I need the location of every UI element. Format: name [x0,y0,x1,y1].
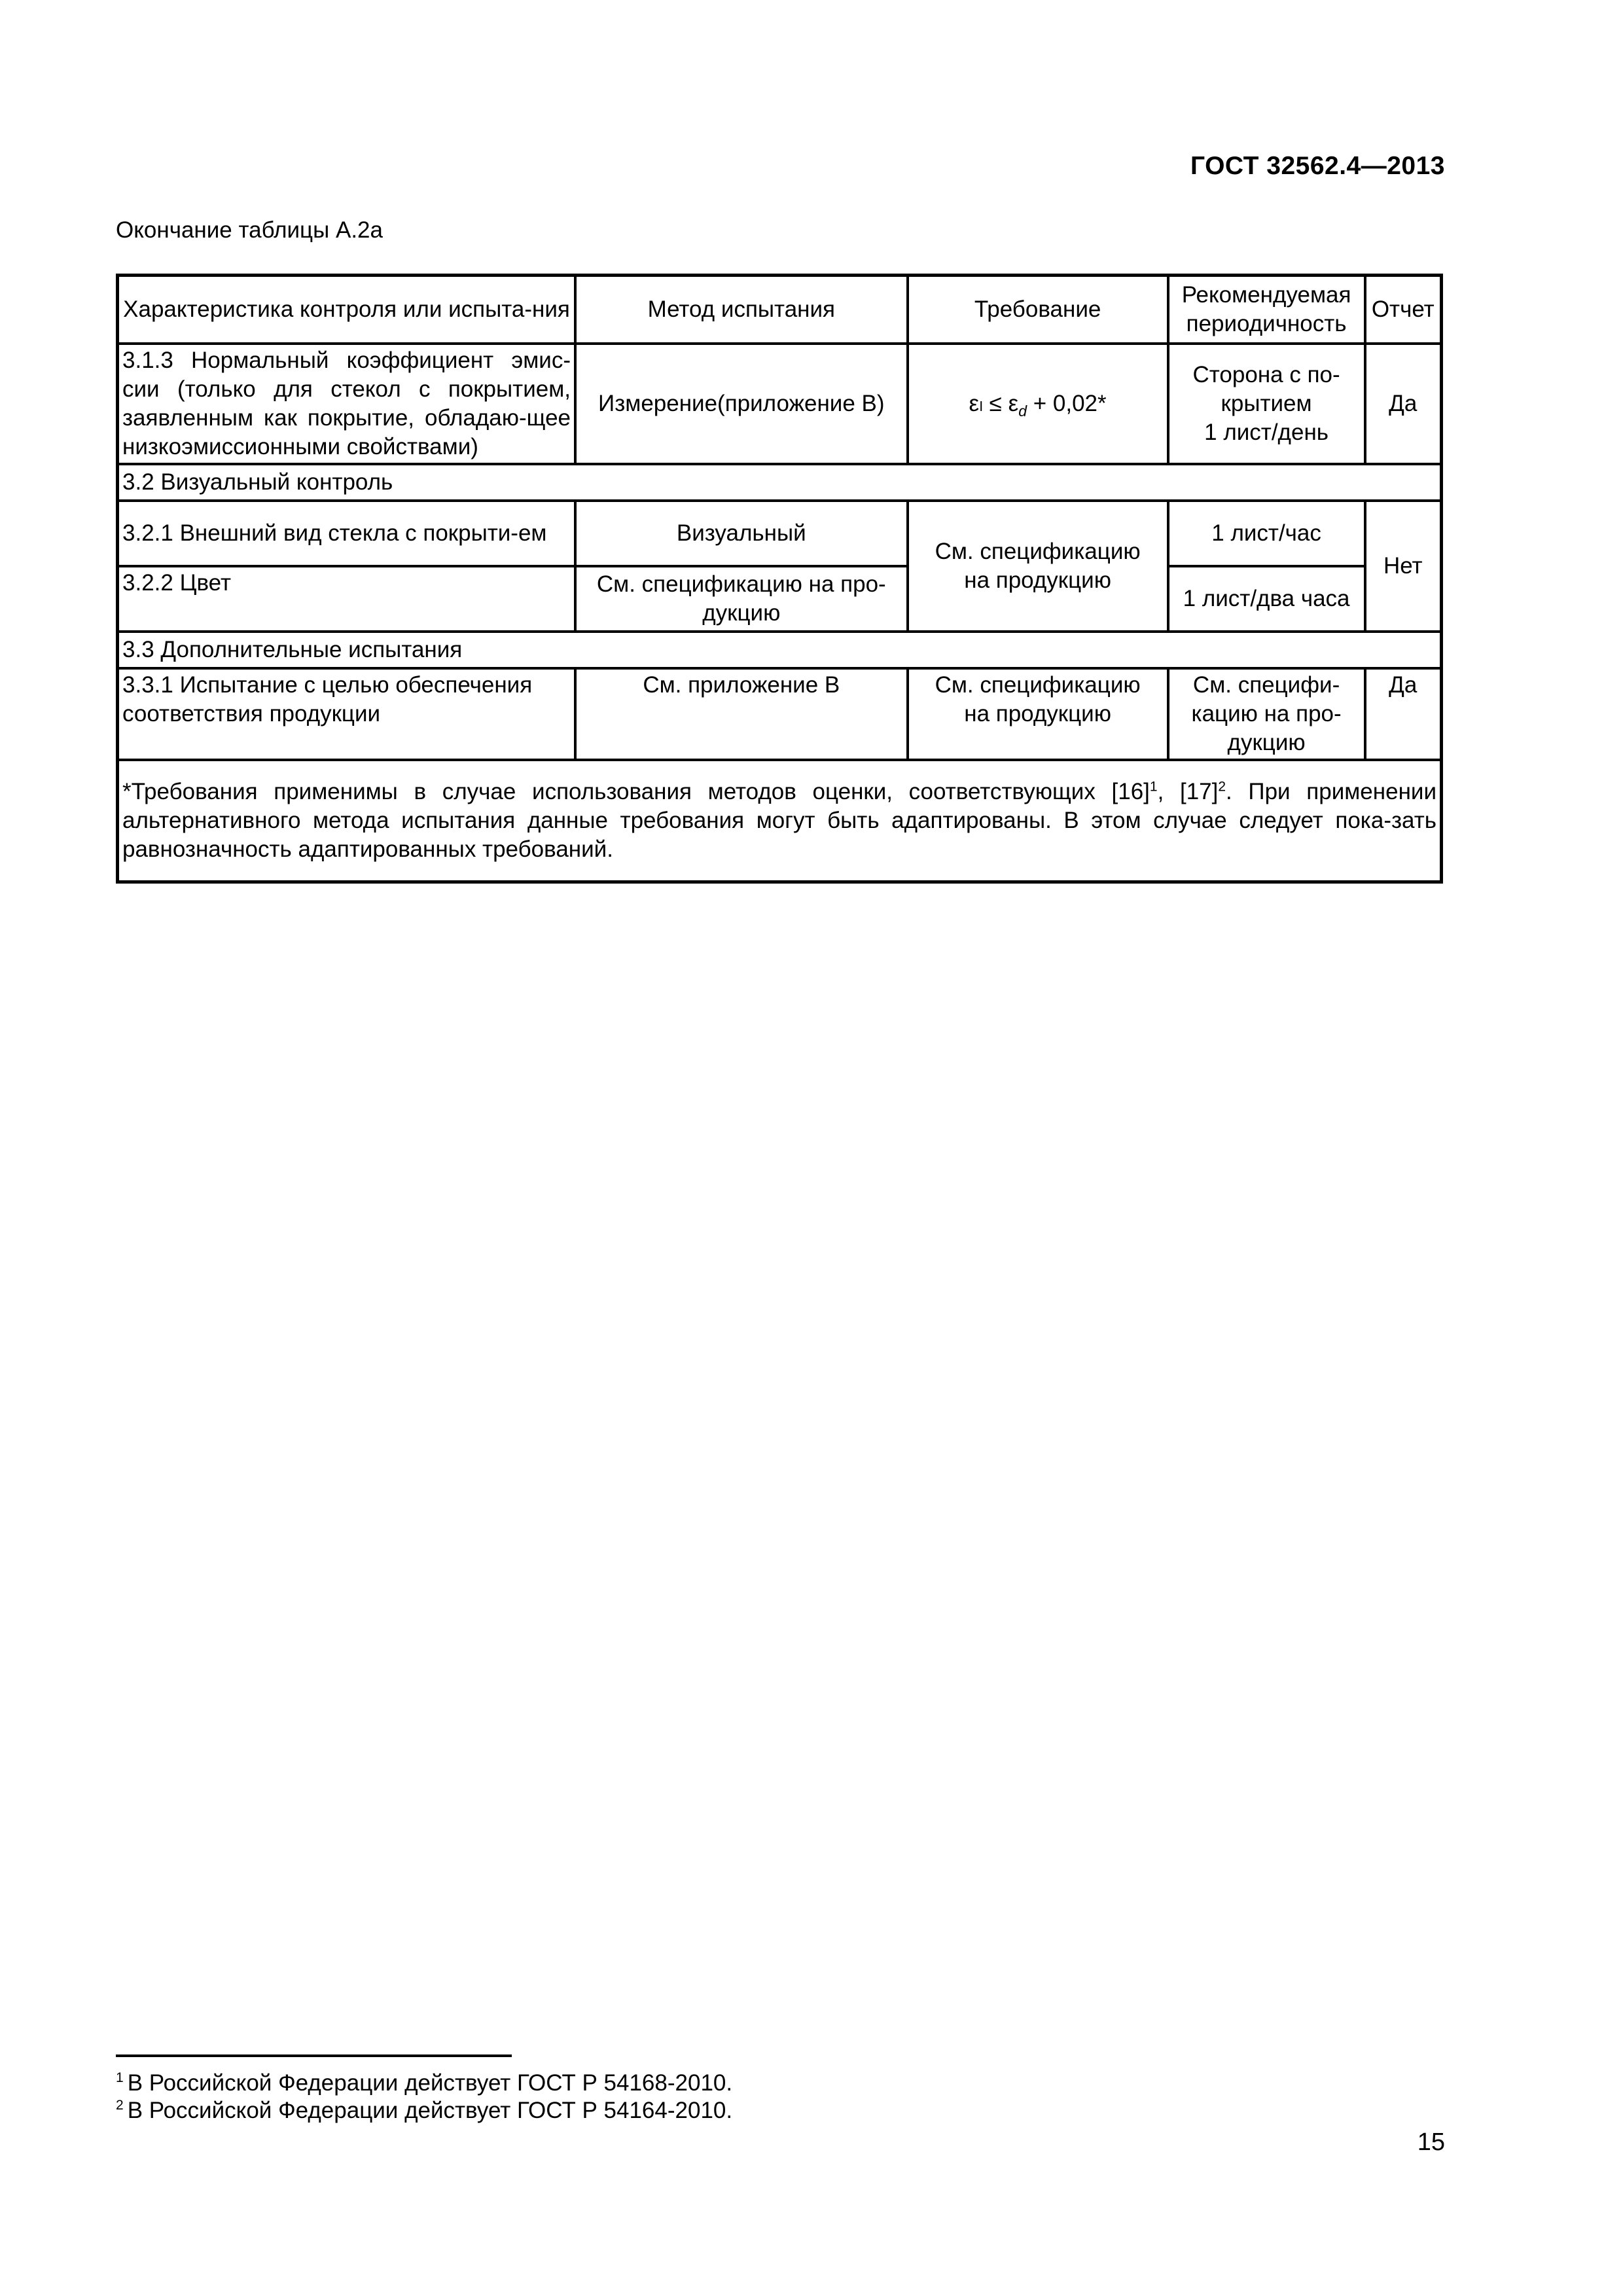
section-row [119,633,1440,667]
footnote: $^2$ В Российской Федерации действует ГОСТ Р 54164-2010. [116,2098,733,2123]
footnote-divider [116,2054,512,2057]
cell-requirement: $\varepsilon_l \le \varepsilon_d + 0,02*$ [909,345,1167,463]
cell-requirement: См. спецификацию на продукцию [909,670,1167,759]
table-caption: Окончание таблицы А.2а [116,217,383,243]
cell-characteristic: 3.1.3 Нормальный коэффициент эмис-сии (только для стекол с покрытием, заявленным как покрытие, обладаю-щее низкоэмиссионными свойствами) [119,345,574,463]
header-report: Отчет [1366,277,1440,342]
cell-periodicity: 1 лист/два часа [1169,567,1364,630]
cell-characteristic: 3.3.1 Испытание с целью обеспечения соответствия продукции [119,670,574,759]
note-row [119,761,1440,880]
cell-requirement: См. спецификацию на продукцию [909,502,1167,630]
table-row [119,345,1440,463]
table-header-row [119,277,1440,342]
cell-periodicity: Сторона с по- крытием 1 лист/день [1169,345,1364,463]
cell-method: Измерение(приложение В) [577,345,906,463]
cell-method: Визуальный [577,502,906,565]
header-characteristic: Характеристика контроля или испыта-ния [119,277,574,342]
header-periodicity: Рекомендуемая периодичность [1169,277,1364,342]
footnote: $^1$ В Российской Федерации действует ГОСТ Р 54168-2010. [116,2070,733,2096]
cell-periodicity: 1 лист/час [1169,502,1364,565]
cell-report: Да [1366,670,1440,759]
cell-periodicity: См. специфи- кацию на про- дукцию [1169,670,1364,759]
cell-report: Нет [1366,502,1440,630]
cell-characteristic: 3.2.2 Цвет [119,567,574,630]
section-row [119,465,1440,499]
table-row [119,670,1440,759]
cell-method: См. спецификацию на про-дукцию [577,567,906,630]
cell-characteristic: 3.2.1 Внешний вид стекла с покрыти-ем [119,502,574,565]
cell-method: См. приложение В [577,670,906,759]
header-method: Метод испытания [577,277,906,342]
footnotes [116,2070,732,2125]
standard-code: ГОСТ 32562.4—2013 [1190,152,1445,180]
section-title: 3.3 Дополнительные испытания [119,633,1440,667]
requirements-table [116,274,1443,884]
page-number: 15 [1417,2128,1445,2156]
table-row [119,567,1440,630]
table-note: *Требования применимы в случае использования методов оценки, соответствующих $[16]^1$, $[17]^2$. При применении альтернативного метода испытания данные требования могут быть адаптированы. В этом случае следует пока-зать равнозначность адаптированных требований. [119,761,1440,880]
section-title: 3.2 Визуальный контроль [119,465,1440,499]
header-requirement: Требование [909,277,1167,342]
cell-report: Да [1366,345,1440,463]
table-row [119,502,1440,565]
